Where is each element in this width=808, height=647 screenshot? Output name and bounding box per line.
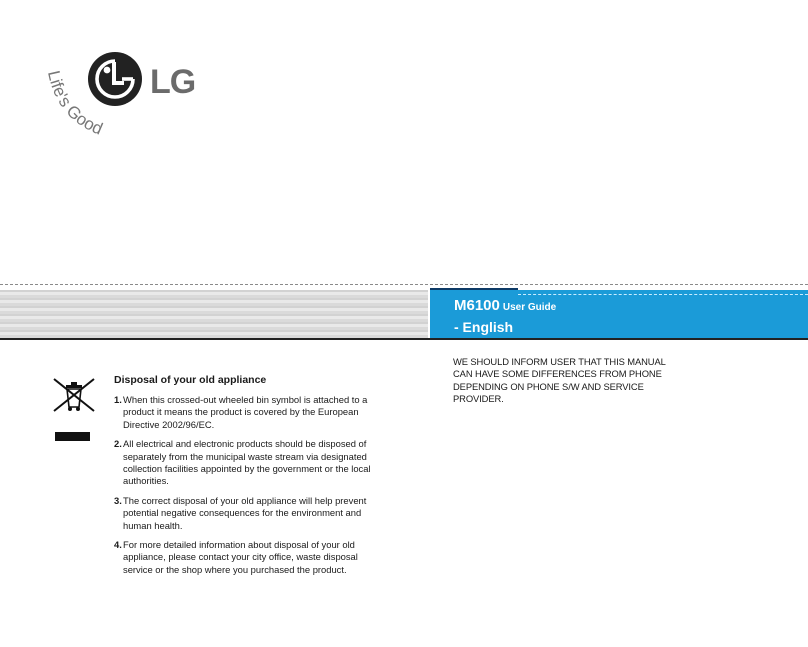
band-stripes bbox=[0, 290, 428, 338]
lg-logo bbox=[36, 48, 216, 158]
lg-logo-icon bbox=[88, 52, 142, 106]
disposal-section bbox=[114, 374, 384, 583]
disposal-list bbox=[114, 394, 384, 576]
item-number: 4. bbox=[114, 539, 122, 551]
item-text: For more detailed information about disposal of your old appliance, please contact your city office, waste disposal service or the shop where you purchased the product. bbox=[123, 539, 358, 575]
item-number: 2. bbox=[114, 438, 122, 450]
item-text: When this crossed-out wheeled bin symbol is attached to a product it means the product is covered by the European Directive 2002/96/EC. bbox=[123, 394, 368, 430]
item-number: 1. bbox=[114, 394, 122, 405]
lg-wordmark: LG bbox=[150, 63, 196, 101]
list-item bbox=[114, 394, 384, 431]
guide-label: User Guide bbox=[502, 302, 557, 313]
list-item bbox=[114, 438, 384, 488]
tagline: Life's Good bbox=[44, 68, 106, 139]
list-item bbox=[114, 539, 384, 576]
model-number: M6100 bbox=[454, 297, 500, 314]
language-label: - English bbox=[454, 319, 514, 335]
crossed-out-wheeled-bin-icon bbox=[52, 377, 96, 413]
software-notice: WE SHOULD INFORM USER THAT THIS MANUAL CAN HAVE SOME DIFFERENCES FROM PHONE DEPENDING ON PHONE S/W AND SERVICE PROVIDER. bbox=[453, 356, 666, 405]
item-number: 3. bbox=[114, 494, 122, 506]
item-text: All electrical and electronic products should be disposed of separately from the municipal waste stream via designated collection facilities appointed by the government or the local authorities. bbox=[123, 438, 371, 487]
item-text: The correct disposal of your old appliance will help prevent potential negative consequences for the environment and human health. bbox=[123, 494, 367, 531]
list-item bbox=[114, 495, 384, 532]
disposal-heading: Disposal of your old appliance bbox=[114, 374, 267, 386]
model-title bbox=[454, 297, 556, 315]
bin-underline-bar bbox=[55, 432, 90, 441]
band-bottom-rule bbox=[0, 338, 808, 340]
band-dashed-rule bbox=[0, 284, 808, 285]
